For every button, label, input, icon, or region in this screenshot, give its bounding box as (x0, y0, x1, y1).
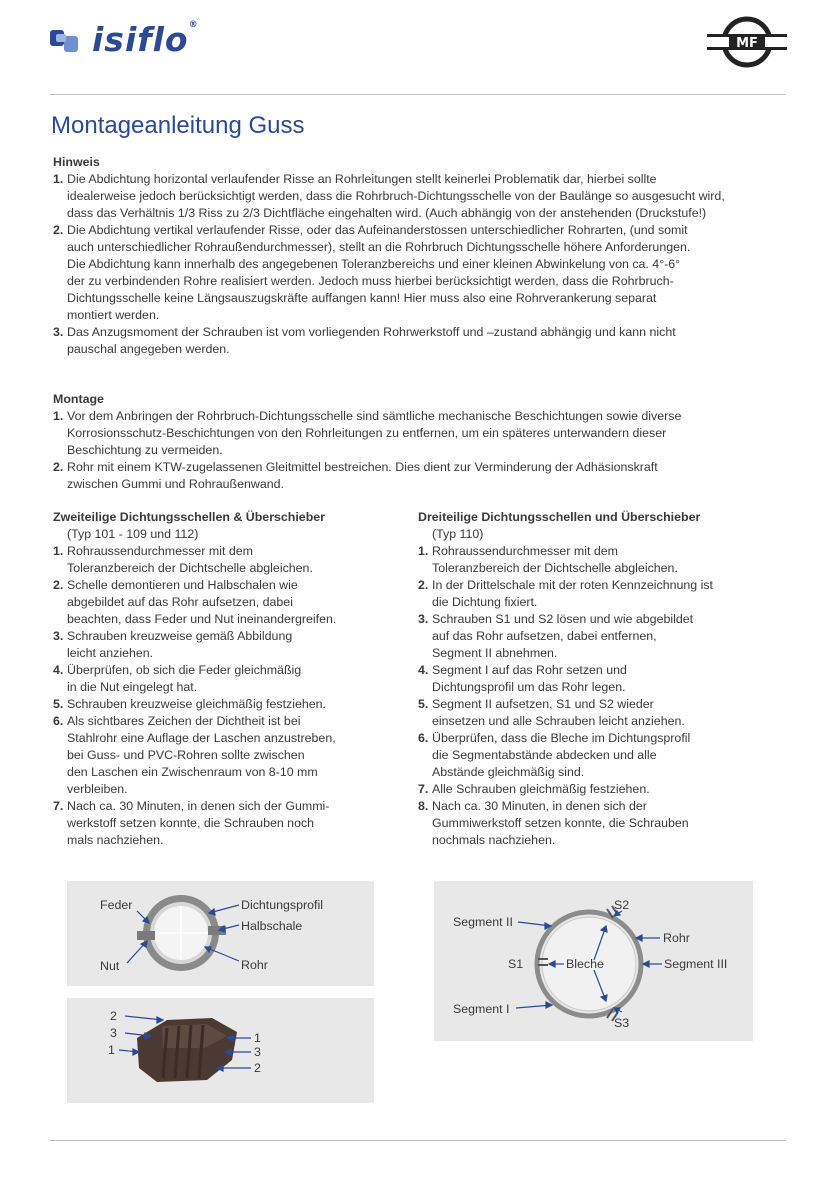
list-line: Korrosionsschutz-Beschichtungen von den Rohrleitungen zu entfernen, um ein späteres unterwandern dieser (67, 426, 667, 440)
list-number: 6. (53, 714, 64, 728)
hinweis-heading: Hinweis (53, 155, 100, 169)
list-line: verbleiben. (67, 782, 128, 796)
list-line: Das Anzugsmoment der Schrauben ist vom vorliegenden Rohrwerkstoff und –zustand abhängig und kann nicht (67, 325, 676, 339)
list-number: 1. (53, 544, 64, 558)
dreiteilig-heading: Dreiteilige Dichtungsschellen und Überschieber (418, 510, 701, 524)
list-line: der zu verbindenden Rohre realisiert werden. Jedoch muss hierbei berücksichtigt werden, dass die Rohrbruch- (67, 274, 674, 288)
figure-zweiteilig-schnitt (67, 881, 374, 986)
zweiteilig-subheading: (Typ 101 - 109 und 112) (67, 527, 199, 541)
list-line: Nach ca. 30 Minuten, in denen sich der (432, 799, 647, 813)
list-line: Toleranzbereich der Dichtschelle abgleichen. (432, 561, 678, 575)
isiflo-logo-text: isiflo® (92, 20, 199, 59)
page-title: Montageanleitung Guss (51, 112, 305, 139)
hinweis-item (53, 324, 793, 358)
page-header (0, 0, 836, 95)
header-divider (50, 94, 786, 95)
mf-logo (707, 12, 787, 72)
list-line: Vor dem Anbringen der Rohrbruch-Dichtungsschelle sind sämtliche mechanische Beschichtungen sowie diverse (67, 409, 682, 423)
label-rohr-3: Rohr (663, 931, 690, 945)
label-2-right: 2 (254, 1061, 261, 1075)
list-number: 3. (418, 612, 429, 626)
list-line: abgebildet auf das Rohr aufsetzen, dabei (67, 595, 293, 609)
list-number: 5. (53, 697, 64, 711)
mf-logo-text: MF (736, 36, 758, 51)
label-dichtungsprofil: Dichtungsprofil (241, 898, 323, 912)
list-number: 3. (53, 629, 64, 643)
montage-heading: Montage (53, 392, 104, 406)
label-segment-1: Segment I (453, 1002, 510, 1016)
list-line: Schrauben kreuzweise gemäß Abbildung (67, 629, 293, 643)
list-line: Segment II abnehmen. (432, 646, 558, 660)
list-number: 3. (53, 325, 64, 339)
hinweis-item (53, 171, 793, 222)
list-line: montiert werden. (67, 308, 160, 322)
list-line: Schrauben kreuzweise gleichmäßig festziehen. (67, 697, 326, 711)
zweiteilig-step (53, 577, 403, 628)
list-line: leicht anziehen. (67, 646, 154, 660)
label-bleche: Bleche (566, 957, 604, 971)
list-line: die Segmentabstände abdecken und alle (432, 748, 657, 762)
dreiteilig-list (418, 543, 788, 849)
list-line: idealerweise jedoch berücksichtigt werden, dass die Rohrbruch-Dichtungsschelle von der Baulänge so ausgesucht wird, (67, 189, 725, 203)
zweiteilig-step (53, 696, 403, 713)
list-number: 7. (418, 782, 429, 796)
dreiteilig-step (418, 696, 788, 730)
label-3-left: 3 (110, 1026, 117, 1040)
list-line: Die Abdichtung kann innerhalb des angegebenen Toleranzbereichs und einer kleinen Abwinkelung von ca. 4°-6° (67, 257, 681, 271)
dreiteilig-step (418, 730, 788, 781)
label-1-left: 1 (108, 1043, 115, 1057)
zweiteilig-step (53, 628, 403, 662)
list-line: die Dichtung fixiert. (432, 595, 538, 609)
hinweis-list (53, 171, 793, 358)
label-nut: Nut (100, 959, 120, 973)
list-line: mals nachziehen. (67, 833, 164, 847)
list-line: Beschichtung zu vermeiden. (67, 443, 223, 457)
dreiteilig-step (418, 577, 788, 611)
montage-item (53, 408, 793, 459)
montage-section (53, 391, 793, 493)
list-line: Die Abdichtung horizontal verlaufender Risse an Rohrleitungen stellt keinerlei Problematik dar, hierbei sollte (67, 172, 657, 186)
hinweis-item (53, 222, 793, 324)
list-line: Dichtungsprofil um das Rohr legen. (432, 680, 626, 694)
label-s1: S1 (508, 957, 524, 971)
list-line: in die Nut eingelegt hat. (67, 680, 198, 694)
list-number: 6. (418, 731, 429, 745)
list-line: Alle Schrauben gleichmäßig festziehen. (432, 782, 650, 796)
list-number: 4. (418, 663, 429, 677)
label-rohr: Rohr (241, 958, 268, 972)
zweiteilig-step (53, 713, 403, 798)
list-line: einsetzen und alle Schrauben leicht anziehen. (432, 714, 685, 728)
isiflo-logo (50, 20, 210, 60)
list-number: 2. (53, 223, 64, 237)
list-line: beachten, dass Feder und Nut ineinandergreifen. (67, 612, 337, 626)
list-line: Segment I auf das Rohr setzen und (432, 663, 627, 677)
list-line: Als sichtbares Zeichen der Dichtheit ist bei (67, 714, 301, 728)
zweiteilig-step (53, 798, 403, 849)
list-line: Rohraussendurchmesser mit dem (67, 544, 253, 558)
list-number: 1. (53, 409, 64, 423)
list-line: zwischen Gummi und Rohraußenwand. (67, 477, 284, 491)
list-line: pauschal angegeben werden. (67, 342, 230, 356)
list-line: Rohr mit einem KTW-zugelassenen Gleitmittel bestreichen. Dies dient zur Verminderung der Adhäsionskraft (67, 460, 658, 474)
list-line: Abstände gleichmäßig sind. (432, 765, 585, 779)
dreiteilig-step (418, 543, 788, 577)
isiflo-logo-icon (50, 24, 90, 56)
zweiteilig-step (53, 662, 403, 696)
dreiteilig-step (418, 662, 788, 696)
list-line: bei Guss- und PVC-Rohren sollte zwischen (67, 748, 305, 762)
hinweis-section (53, 154, 793, 358)
zweiteilig-list (53, 543, 403, 849)
list-line: Schrauben S1 und S2 lösen und wie abgebildet (432, 612, 694, 626)
dreiteilig-step (418, 781, 788, 798)
label-segment-2: Segment II (453, 915, 513, 929)
list-line: Überprüfen, dass die Bleche im Dichtungsprofil (432, 731, 691, 745)
figure-dreiteilig-schnitt (434, 881, 753, 1041)
label-segment-3: Segment III (664, 957, 728, 971)
label-feder: Feder (100, 898, 133, 912)
zweiteilig-step (53, 543, 403, 577)
montage-item (53, 459, 793, 493)
list-line: Dichtungsschelle keine Längsauszugskräfte auffangen kann! Hier muss also eine Rohrverankerung separat (67, 291, 657, 305)
dreiteilig-section (418, 509, 788, 849)
label-1-right: 1 (254, 1031, 261, 1045)
list-line: Nach ca. 30 Minuten, in denen sich der Gummi- (67, 799, 330, 813)
list-line: Stahlrohr eine Auflage der Laschen anzustreben, (67, 731, 336, 745)
zweiteilig-section (53, 509, 403, 849)
list-line: auf das Rohr aufsetzen, dabei entfernen, (432, 629, 657, 643)
label-3-right: 3 (254, 1045, 261, 1059)
montage-list (53, 408, 793, 493)
list-line: Rohraussendurchmesser mit dem (432, 544, 618, 558)
list-line: nochmals nachziehen. (432, 833, 556, 847)
dreiteilig-step (418, 798, 788, 849)
list-number: 2. (53, 460, 64, 474)
label-2-left: 2 (110, 1009, 117, 1023)
list-line: Schelle demontieren und Halbschalen wie (67, 578, 298, 592)
list-number: 1. (418, 544, 429, 558)
list-number: 2. (418, 578, 429, 592)
figure-dichtungsprofil (67, 998, 374, 1103)
list-number: 8. (418, 799, 429, 813)
list-number: 1. (53, 172, 64, 186)
list-number: 2. (53, 578, 64, 592)
list-line: Die Abdichtung vertikal verlaufender Risse, oder das Aufeinanderstossen unterschiedlicher Rohrarten, (und somit (67, 223, 688, 237)
list-number: 5. (418, 697, 429, 711)
list-line: dass das Verhältnis 1/3 Riss zu 2/3 Dichtfläche eingehalten wird. (Auch abhängig von der anstehenden (Druckstufe!) (67, 206, 707, 220)
list-line: Gummiwerkstoff setzen konnte, die Schrauben (432, 816, 689, 830)
label-s2: S2 (614, 898, 630, 912)
list-line: Segment II aufsetzen, S1 und S2 wieder (432, 697, 654, 711)
list-line: auch unterschiedlicher Rohraußendurchmesser), stellt an die Rohrbruch Dichtungsschelle höhere Anforderungen. (67, 240, 691, 254)
list-line: Toleranzbereich der Dichtschelle abgleichen. (67, 561, 313, 575)
list-line: werkstoff setzen konnte, die Schrauben noch (67, 816, 315, 830)
label-s3: S3 (614, 1016, 630, 1030)
list-number: 4. (53, 663, 64, 677)
dreiteilig-subheading: (Typ 110) (432, 527, 484, 541)
footer-divider (50, 1140, 786, 1141)
list-line: In der Drittelschale mit der roten Kennzeichnung ist (432, 578, 713, 592)
label-halbschale: Halbschale (241, 919, 303, 933)
zweiteilig-heading: Zweiteilige Dichtungsschellen & Überschieber (53, 510, 325, 524)
list-number: 7. (53, 799, 64, 813)
dreiteilig-step (418, 611, 788, 662)
list-line: den Laschen ein Zwischenraum von 8-10 mm (67, 765, 318, 779)
list-line: Überprüfen, ob sich die Feder gleichmäßig (67, 663, 302, 677)
